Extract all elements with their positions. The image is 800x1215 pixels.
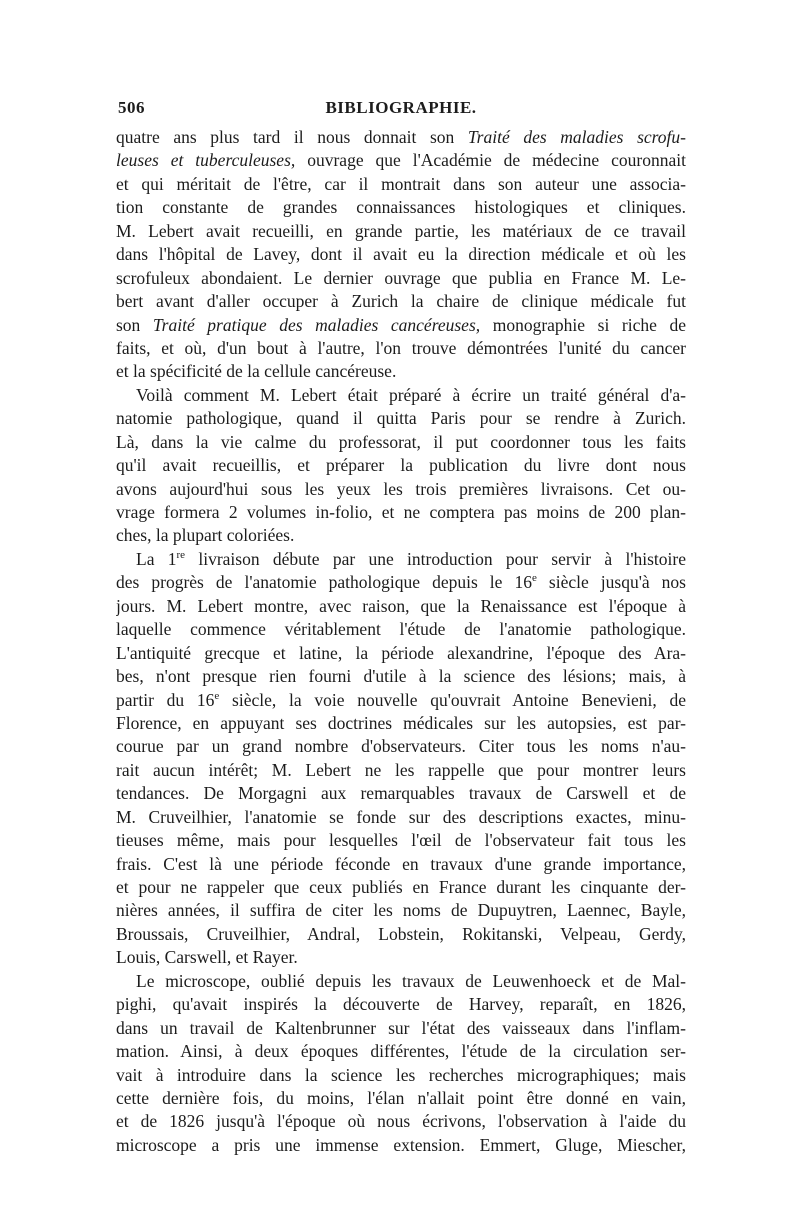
text-run: natomie pathologique, quand il quitta Paris pour se rendre à Zurich. — [116, 408, 686, 429]
text-run: courue par un grand nombre d'observateurs. Citer tous les noms n'au- — [116, 736, 686, 757]
text-line — [116, 1064, 686, 1087]
text-line — [116, 759, 686, 782]
text-line — [116, 1134, 686, 1157]
text-line — [116, 993, 686, 1016]
text-line — [116, 360, 686, 383]
running-header — [118, 98, 684, 122]
text-run: scrofuleux abondaient. Le dernier ouvrage que publia en France M. Le- — [116, 267, 686, 288]
text-line — [116, 501, 686, 524]
text-run: vrage formera 2 volumes in-folio, et ne comptera pas moins de 200 plan- — [116, 502, 686, 522]
text-run: et pour ne rappeler que ceux publiés en France durant les cinquante der- — [116, 877, 686, 897]
text-line — [116, 665, 686, 688]
text-run: tion constante de grandes connaissances histologiques et cliniques. — [116, 197, 686, 218]
text-line — [116, 1110, 686, 1133]
text-line — [116, 806, 686, 829]
text-line — [116, 1017, 686, 1040]
text-line — [116, 642, 686, 665]
text-line — [116, 946, 686, 969]
superscript: e — [214, 689, 220, 702]
text-line — [116, 899, 686, 922]
text-line — [116, 548, 686, 571]
page-number: 506 — [118, 98, 145, 117]
text-line — [116, 454, 686, 477]
text-run: jours. M. Lebert montre, avec raison, que la Renaissance est l'époque à — [116, 595, 686, 616]
text-run: et de 1826 jusqu'à l'époque où nous écrivons, l'observation à l'aide du — [116, 1111, 686, 1132]
italic-title: Traité des maladies scrofu- — [467, 127, 686, 147]
text-line — [116, 407, 686, 430]
text-run: monographie si riche de — [480, 314, 686, 335]
body-text — [116, 126, 686, 1157]
superscript: re — [176, 549, 186, 562]
italic-title: leuses et tuberculeuses, — [116, 150, 296, 171]
text-run: microscope a pris une immense extension. Emmert, Gluge, Miescher, — [116, 1134, 686, 1155]
text-run: qu'il avait recueillis, et préparer la publication du livre dont nous — [116, 455, 686, 476]
text-line — [116, 618, 686, 641]
text-run: ouvrage que l'Académie de médecine couronnait — [295, 150, 686, 171]
text-run: L'antiquité grecque et latine, la période alexandrine, l'époque des Ara- — [116, 642, 686, 663]
text-line — [116, 595, 686, 618]
text-run: laquelle commence véritablement l'étude de l'anatomie pathologique. — [116, 619, 686, 640]
text-run: son — [116, 314, 153, 335]
text-line — [116, 876, 686, 899]
text-run: Florence, en appuyant ses doctrines médicales sur les autopsies, est par- — [116, 712, 686, 733]
text-run: La 1 — [136, 548, 177, 569]
text-line — [116, 689, 686, 712]
text-run: Louis, Carswell, et Rayer. — [116, 947, 298, 968]
text-line — [116, 290, 686, 313]
superscript: e — [531, 572, 537, 585]
running-title: BIBLIOGRAPHIE. — [325, 98, 477, 117]
text-line — [116, 735, 686, 758]
text-run: rait aucun intérêt; M. Lebert ne les rappelle que pour montrer leurs — [116, 759, 686, 780]
text-run: livraison débute par une introduction pour servir à l'histoire — [185, 548, 686, 569]
text-line — [116, 829, 686, 852]
text-line — [116, 923, 686, 946]
text-line — [116, 782, 686, 805]
text-run: dans un travail de Kaltenbrunner sur l'état des vaisseaux dans l'inflam- — [116, 1017, 686, 1038]
text-run: quatre ans plus tard il nous donnait son — [116, 127, 468, 147]
italic-title: Traité pratique des maladies cancéreuses, — [152, 314, 481, 335]
text-run: et la spécificité de la cellule cancéreuse. — [116, 361, 397, 382]
text-line — [116, 853, 686, 876]
text-run: cette dernière fois, du moins, l'élan n'allait point être donné en vain, — [116, 1087, 686, 1108]
text-run: Broussais, Cruveilhier, Andral, Lobstein, Rokitanski, Velpeau, Gerdy, — [116, 923, 686, 944]
text-line — [116, 220, 686, 243]
text-line — [116, 431, 686, 454]
text-run: avons aujourd'hui sous les yeux les trois premières livraisons. Cet ou- — [116, 478, 686, 499]
text-line — [116, 196, 686, 219]
text-run: nières années, il suffira de citer les noms de Dupuytren, Laennec, Bayle, — [116, 900, 686, 921]
text-run: Voilà comment M. Lebert était préparé à écrire un traité général d'a- — [136, 384, 686, 405]
text-run: Le microscope, oublié depuis les travaux de Leuwenhoeck et de Mal- — [136, 970, 686, 991]
text-run: vait à introduire dans la science les recherches micrographiques; mais — [116, 1064, 686, 1085]
text-line — [116, 126, 686, 149]
text-run: bes, n'ont presque rien fourni d'utile à la science des lésions; mais, à — [116, 666, 686, 687]
text-run: faits, et où, d'un bout à l'autre, l'on trouve démontrées l'unité du cancer — [116, 337, 686, 358]
text-line — [116, 524, 686, 547]
text-line — [116, 267, 686, 290]
text-run: tendances. De Morgagni aux remarquables travaux de Carswell et de — [116, 783, 686, 804]
text-line — [116, 970, 686, 993]
text-run: siècle jusqu'à nos — [536, 572, 686, 593]
text-run: tieuses même, mais pour lesquelles l'œil de l'observateur fait tous les — [116, 830, 686, 851]
text-run: Là, dans la vie calme du professorat, il put coordonner tous les faits — [116, 431, 686, 452]
text-line — [116, 337, 686, 360]
text-run: partir du 16 — [116, 689, 215, 710]
text-line — [116, 712, 686, 735]
text-line — [116, 314, 686, 337]
text-run: des progrès de l'anatomie pathologique depuis le 16 — [116, 572, 532, 593]
text-line — [116, 173, 686, 196]
text-run: siècle, la voie nouvelle qu'ouvrait Antoine Benevieni, de — [219, 689, 686, 710]
text-run: dans l'hôpital de Lavey, dont il avait eu la direction médicale et où les — [116, 244, 686, 265]
text-run: pighi, qu'avait inspirés la découverte de Harvey, reparaît, en 1826, — [116, 994, 686, 1015]
text-run: ches, la plupart coloriées. — [116, 525, 295, 546]
text-line — [116, 1087, 686, 1110]
text-line — [116, 149, 686, 172]
text-line — [116, 384, 686, 407]
text-run: et qui méritait de l'être, car il montrait dans son auteur une associa- — [116, 173, 686, 194]
text-line — [116, 571, 686, 594]
text-run: frais. C'est là une période féconde en travaux d'une grande importance, — [116, 853, 686, 874]
text-run: mation. Ainsi, à deux époques différentes, l'étude de la circulation ser- — [116, 1041, 686, 1062]
text-line — [116, 243, 686, 266]
text-line — [116, 478, 686, 501]
text-run: bert avant d'aller occuper à Zurich la chaire de clinique médicale fut — [116, 291, 686, 312]
text-run: M. Cruveilhier, l'anatomie se fonde sur des descriptions exactes, minu- — [116, 806, 686, 827]
text-line — [116, 1040, 686, 1063]
text-run: M. Lebert avait recueilli, en grande partie, les matériaux de ce travail — [116, 220, 686, 241]
